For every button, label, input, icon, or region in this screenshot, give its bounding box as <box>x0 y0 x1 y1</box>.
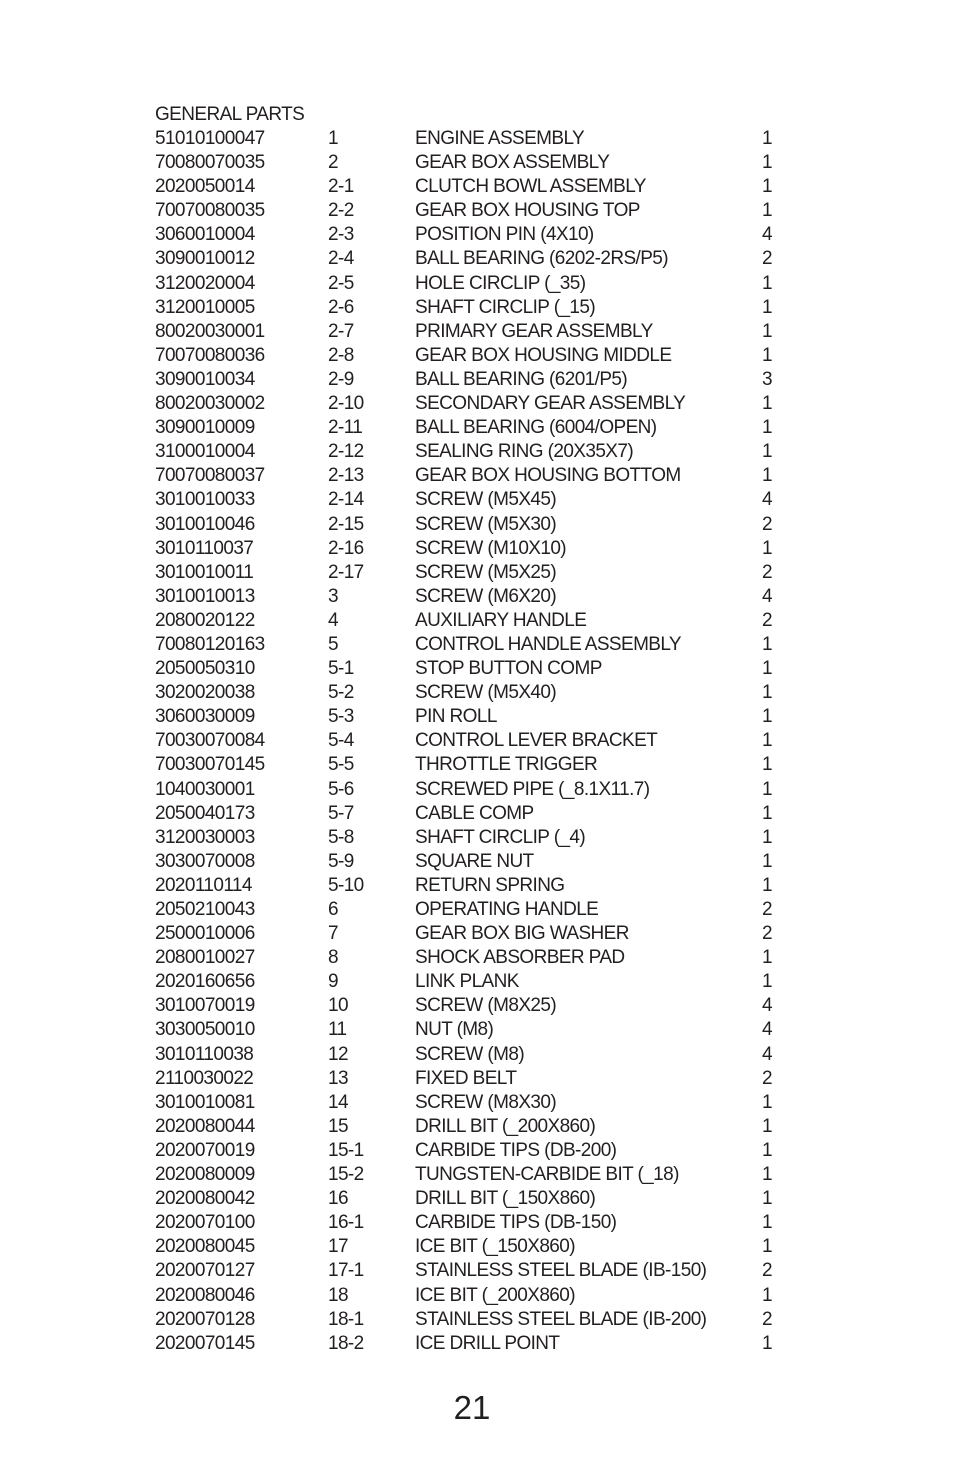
part-code: 2020080042 <box>155 1188 255 1210</box>
table-row <box>0 392 954 416</box>
part-description: STAINLESS STEEL BLADE (IB-150) <box>415 1260 707 1282</box>
part-code: 2020080045 <box>155 1236 255 1258</box>
part-code: 3030070008 <box>155 850 255 872</box>
part-quantity: 1 <box>762 1115 772 1137</box>
table-row <box>0 874 954 898</box>
part-code: 2020110114 <box>155 874 252 896</box>
table-row <box>0 561 954 585</box>
item-number: 2 <box>328 152 338 174</box>
part-quantity: 1 <box>762 1284 772 1306</box>
part-code: 51010100047 <box>155 128 265 149</box>
part-code: 1040030001 <box>155 778 255 800</box>
table-row <box>0 151 954 175</box>
part-description: CONTROL LEVER BRACKET <box>415 730 658 752</box>
table-row <box>0 1308 954 1332</box>
item-number: 11 <box>328 1019 347 1041</box>
part-quantity: 2 <box>762 248 772 270</box>
item-number: 12 <box>328 1043 348 1065</box>
item-number: 2-6 <box>328 296 354 318</box>
part-description: ICE DRILL POINT <box>415 1332 560 1354</box>
section-title: GENERAL PARTS <box>155 104 305 125</box>
item-number: 2-9 <box>328 368 354 390</box>
item-number: 4 <box>328 609 338 631</box>
table-row <box>0 223 954 247</box>
item-number: 5-2 <box>328 682 354 704</box>
item-number: 9 <box>328 971 338 993</box>
part-description: PRIMARY GEAR ASSEMBLY <box>415 320 653 342</box>
part-code: 2050050310 <box>155 658 255 680</box>
table-row <box>0 802 954 826</box>
table-row <box>0 488 954 512</box>
table-row <box>0 826 954 850</box>
table-row <box>0 585 954 609</box>
part-description: SEALING RING (20X35X7) <box>415 441 634 463</box>
item-number: 5-3 <box>328 706 354 728</box>
part-description: STOP BUTTON COMP <box>415 658 602 680</box>
item-number: 3 <box>328 585 338 607</box>
item-number: 5-4 <box>328 730 354 752</box>
part-code: 2020070019 <box>155 1139 255 1161</box>
part-quantity: 4 <box>762 1019 772 1041</box>
item-number: 2-16 <box>328 537 364 559</box>
part-quantity: 1 <box>762 152 772 174</box>
part-code: 2020080009 <box>155 1164 255 1186</box>
table-row <box>0 537 954 561</box>
part-description: SCREW (M6X20) <box>415 585 557 607</box>
table-row <box>0 440 954 464</box>
item-number: 2-14 <box>328 489 364 511</box>
part-description: BALL BEARING (6202-2RS/P5) <box>415 248 668 270</box>
item-number: 5-7 <box>328 802 354 824</box>
table-row <box>0 296 954 320</box>
table-row <box>0 1091 954 1115</box>
part-quantity: 2 <box>762 1067 772 1089</box>
part-quantity: 2 <box>762 1260 772 1282</box>
part-code: 3120010005 <box>155 296 255 318</box>
table-row <box>0 705 954 729</box>
part-description: SCREW (M8) <box>415 1043 525 1065</box>
part-description: GEAR BOX BIG WASHER <box>415 923 629 945</box>
part-code: 2020070145 <box>155 1332 255 1354</box>
table-row <box>0 1018 954 1042</box>
part-code: 3060010004 <box>155 224 255 246</box>
parts-list-table <box>0 127 954 1356</box>
table-row <box>0 1043 954 1067</box>
part-quantity: 4 <box>762 585 772 607</box>
part-quantity: 1 <box>762 1188 772 1210</box>
item-number: 2-7 <box>328 320 354 342</box>
part-description: ENGINE ASSEMBLY <box>415 128 585 149</box>
part-description: DRILL BIT (_150X860) <box>415 1188 596 1210</box>
part-description: LINK PLANK <box>415 971 519 993</box>
part-code: 3090010034 <box>155 368 255 390</box>
part-code: 2080020122 <box>155 609 255 631</box>
part-code: 3010010011 <box>155 561 254 583</box>
item-number: 10 <box>328 995 348 1017</box>
item-number: 5-9 <box>328 850 354 872</box>
part-description: GEAR BOX HOUSING MIDDLE <box>415 344 672 366</box>
part-description: FIXED BELT <box>415 1067 517 1089</box>
part-quantity: 2 <box>762 561 772 583</box>
part-quantity: 1 <box>762 754 772 776</box>
table-row <box>0 247 954 271</box>
part-description: SECONDARY GEAR ASSEMBLY <box>415 393 686 415</box>
item-number: 16-1 <box>328 1212 364 1234</box>
part-description: SCREW (M5X30) <box>415 513 557 535</box>
part-quantity: 1 <box>762 344 772 366</box>
part-description: ICE BIT (_200X860) <box>415 1284 575 1306</box>
part-quantity: 1 <box>762 296 772 318</box>
part-code: 2050040173 <box>155 802 255 824</box>
part-description: SCREW (M5X25) <box>415 561 557 583</box>
part-description: AUXILIARY HANDLE <box>415 609 587 631</box>
part-code: 70070080035 <box>155 200 265 222</box>
part-description: SCREW (M10X10) <box>415 537 567 559</box>
item-number: 2-1 <box>328 176 354 198</box>
part-description: CLUTCH BOWL ASSEMBLY <box>415 176 646 198</box>
table-row <box>0 922 954 946</box>
item-number: 2-5 <box>328 272 354 294</box>
part-code: 70080070035 <box>155 152 265 174</box>
table-row <box>0 1235 954 1259</box>
part-code: 3010110038 <box>155 1043 254 1065</box>
part-code: 70080120163 <box>155 633 265 655</box>
part-code: 3010070019 <box>155 995 255 1017</box>
part-description: HOLE CIRCLIP (_35) <box>415 272 586 294</box>
table-row <box>0 416 954 440</box>
item-number: 1 <box>328 128 338 149</box>
item-number: 15-2 <box>328 1164 364 1186</box>
item-number: 17-1 <box>328 1260 364 1282</box>
table-row <box>0 994 954 1018</box>
table-row <box>0 1332 954 1356</box>
part-description: TUNGSTEN-CARBIDE BIT (_18) <box>415 1164 679 1186</box>
table-row <box>0 1067 954 1091</box>
part-description: SCREW (M5X45) <box>415 489 557 511</box>
table-row <box>0 1139 954 1163</box>
table-row <box>0 1284 954 1308</box>
part-quantity: 4 <box>762 995 772 1017</box>
part-description: CARBIDE TIPS (DB-200) <box>415 1139 617 1161</box>
part-code: 2020050014 <box>155 176 255 198</box>
item-number: 14 <box>328 1091 348 1113</box>
part-quantity: 1 <box>762 1139 772 1161</box>
table-row <box>0 729 954 753</box>
part-quantity: 1 <box>762 1212 772 1234</box>
part-description: SCREW (M8X30) <box>415 1091 557 1113</box>
part-code: 2020160656 <box>155 971 255 993</box>
table-row <box>0 1115 954 1139</box>
part-quantity: 1 <box>762 1091 772 1113</box>
table-row <box>0 1187 954 1211</box>
part-description: BALL BEARING (6201/P5) <box>415 368 628 390</box>
part-description: PIN ROLL <box>415 706 497 728</box>
table-row <box>0 850 954 874</box>
part-quantity: 4 <box>762 1043 772 1065</box>
part-code: 2110030022 <box>155 1067 254 1089</box>
part-quantity: 1 <box>762 441 772 463</box>
part-code: 3010010013 <box>155 585 255 607</box>
item-number: 5-10 <box>328 874 364 896</box>
part-quantity: 2 <box>762 609 772 631</box>
part-quantity: 1 <box>762 706 772 728</box>
part-code: 3020020038 <box>155 682 255 704</box>
part-quantity: 1 <box>762 947 772 969</box>
part-quantity: 2 <box>762 899 772 920</box>
table-row <box>0 753 954 777</box>
part-description: RETURN SPRING <box>415 874 565 896</box>
part-code: 80020030001 <box>155 320 265 342</box>
part-code: 3060030009 <box>155 706 255 728</box>
part-description: POSITION PIN (4X10) <box>415 224 594 246</box>
part-code: 70030070084 <box>155 730 265 752</box>
part-description: GEAR BOX ASSEMBLY <box>415 152 610 174</box>
part-description: STAINLESS STEEL BLADE (IB-200) <box>415 1308 707 1330</box>
table-row <box>0 1259 954 1283</box>
part-description: SCREWED PIPE (_8.1X11.7) <box>415 778 650 800</box>
table-row <box>0 970 954 994</box>
part-description: BALL BEARING (6004/OPEN) <box>415 417 657 439</box>
item-number: 8 <box>328 947 338 969</box>
part-quantity: 2 <box>762 923 772 945</box>
table-row <box>0 609 954 633</box>
part-quantity: 4 <box>762 224 772 246</box>
item-number: 2-12 <box>328 441 364 463</box>
part-code: 3010010033 <box>155 489 255 511</box>
part-quantity: 1 <box>762 826 772 848</box>
table-row <box>0 633 954 657</box>
table-row <box>0 946 954 970</box>
part-quantity: 3 <box>762 368 772 390</box>
part-quantity: 1 <box>762 393 772 415</box>
part-description: ICE BIT (_150X860) <box>415 1236 575 1258</box>
part-code: 3120020004 <box>155 272 255 294</box>
part-quantity: 1 <box>762 200 772 222</box>
part-quantity: 1 <box>762 971 772 993</box>
part-description: SQUARE NUT <box>415 850 534 872</box>
part-code: 3010010046 <box>155 513 255 535</box>
table-row <box>0 344 954 368</box>
item-number: 2-2 <box>328 200 354 222</box>
part-quantity: 1 <box>762 778 772 800</box>
part-description: DRILL BIT (_200X860) <box>415 1115 596 1137</box>
table-row <box>0 1163 954 1187</box>
item-number: 2-13 <box>328 465 364 487</box>
item-number: 13 <box>328 1067 348 1089</box>
item-number: 2-15 <box>328 513 364 535</box>
table-row <box>0 464 954 488</box>
part-code: 2020080044 <box>155 1115 255 1137</box>
part-quantity: 2 <box>762 1308 772 1330</box>
part-quantity: 1 <box>762 537 772 559</box>
item-number: 18-1 <box>328 1308 364 1330</box>
part-description: OPERATING HANDLE <box>415 899 599 920</box>
part-quantity: 1 <box>762 658 772 680</box>
item-number: 2-4 <box>328 248 354 270</box>
part-quantity: 1 <box>762 176 772 198</box>
part-code: 3090010009 <box>155 417 255 439</box>
part-code: 3010010081 <box>155 1091 255 1113</box>
part-quantity: 1 <box>762 1164 772 1186</box>
part-description: CONTROL HANDLE ASSEMBLY <box>415 633 681 655</box>
table-row <box>0 898 954 922</box>
item-number: 6 <box>328 899 338 920</box>
part-code: 3010110037 <box>155 537 254 559</box>
item-number: 2-8 <box>328 344 354 366</box>
item-number: 16 <box>328 1188 348 1210</box>
table-row <box>0 657 954 681</box>
table-row <box>0 778 954 802</box>
item-number: 5-5 <box>328 754 354 776</box>
part-quantity: 1 <box>762 730 772 752</box>
part-description: CABLE COMP <box>415 802 534 824</box>
part-code: 3090010012 <box>155 248 255 270</box>
part-quantity: 1 <box>762 320 772 342</box>
item-number: 17 <box>328 1236 348 1258</box>
item-number: 5-8 <box>328 826 354 848</box>
item-number: 18 <box>328 1284 348 1306</box>
item-number: 2-11 <box>328 417 363 439</box>
part-code: 2050210043 <box>155 899 255 920</box>
part-quantity: 1 <box>762 850 772 872</box>
part-code: 3030050010 <box>155 1019 255 1041</box>
part-description: SCREW (M5X40) <box>415 682 557 704</box>
part-description: SHOCK ABSORBER PAD <box>415 947 625 969</box>
item-number: 5 <box>328 633 338 655</box>
part-description: GEAR BOX HOUSING BOTTOM <box>415 465 681 487</box>
part-quantity: 1 <box>762 874 772 896</box>
item-number: 5-1 <box>328 658 354 680</box>
part-code: 70030070145 <box>155 754 265 776</box>
part-code: 2020070100 <box>155 1212 255 1234</box>
part-description: GEAR BOX HOUSING TOP <box>415 200 640 222</box>
part-code: 70070080037 <box>155 465 265 487</box>
part-code: 2020070127 <box>155 1260 255 1282</box>
part-code: 2020070128 <box>155 1308 255 1330</box>
table-row <box>0 513 954 537</box>
item-number: 15 <box>328 1115 348 1137</box>
part-description: NUT (M8) <box>415 1019 494 1041</box>
part-code: 70070080036 <box>155 344 265 366</box>
part-description: THROTTLE TRIGGER <box>415 754 598 776</box>
part-quantity: 2 <box>762 513 772 535</box>
table-row <box>0 368 954 392</box>
table-row <box>0 320 954 344</box>
item-number: 15-1 <box>328 1139 364 1161</box>
part-quantity: 1 <box>762 417 772 439</box>
part-description: SHAFT CIRCLIP (_15) <box>415 296 596 318</box>
table-row <box>0 199 954 223</box>
table-row <box>0 681 954 705</box>
part-quantity: 1 <box>762 465 772 487</box>
part-quantity: 1 <box>762 633 772 655</box>
table-row <box>0 175 954 199</box>
part-quantity: 1 <box>762 682 772 704</box>
table-row <box>0 127 954 151</box>
part-code: 2020080046 <box>155 1284 255 1306</box>
part-code: 80020030002 <box>155 393 265 415</box>
part-quantity: 1 <box>762 128 772 149</box>
part-description: CARBIDE TIPS (DB-150) <box>415 1212 617 1234</box>
table-row <box>0 1211 954 1235</box>
part-code: 2080010027 <box>155 947 255 969</box>
part-code: 2500010006 <box>155 923 255 945</box>
part-code: 3100010004 <box>155 441 255 463</box>
part-description: SCREW (M8X25) <box>415 995 557 1017</box>
part-quantity: 1 <box>762 1332 772 1354</box>
item-number: 5-6 <box>328 778 354 800</box>
part-description: SHAFT CIRCLIP (_4) <box>415 826 586 848</box>
item-number: 2-3 <box>328 224 354 246</box>
page-number: 21 <box>453 1389 491 1426</box>
item-number: 7 <box>328 923 338 945</box>
item-number: 18-2 <box>328 1332 364 1354</box>
part-quantity: 1 <box>762 272 772 294</box>
item-number: 2-17 <box>328 561 364 583</box>
item-number: 2-10 <box>328 393 364 415</box>
table-row <box>0 272 954 296</box>
part-code: 3120030003 <box>155 826 255 848</box>
part-quantity: 1 <box>762 802 772 824</box>
part-quantity: 1 <box>762 1236 772 1258</box>
part-quantity: 4 <box>762 489 772 511</box>
